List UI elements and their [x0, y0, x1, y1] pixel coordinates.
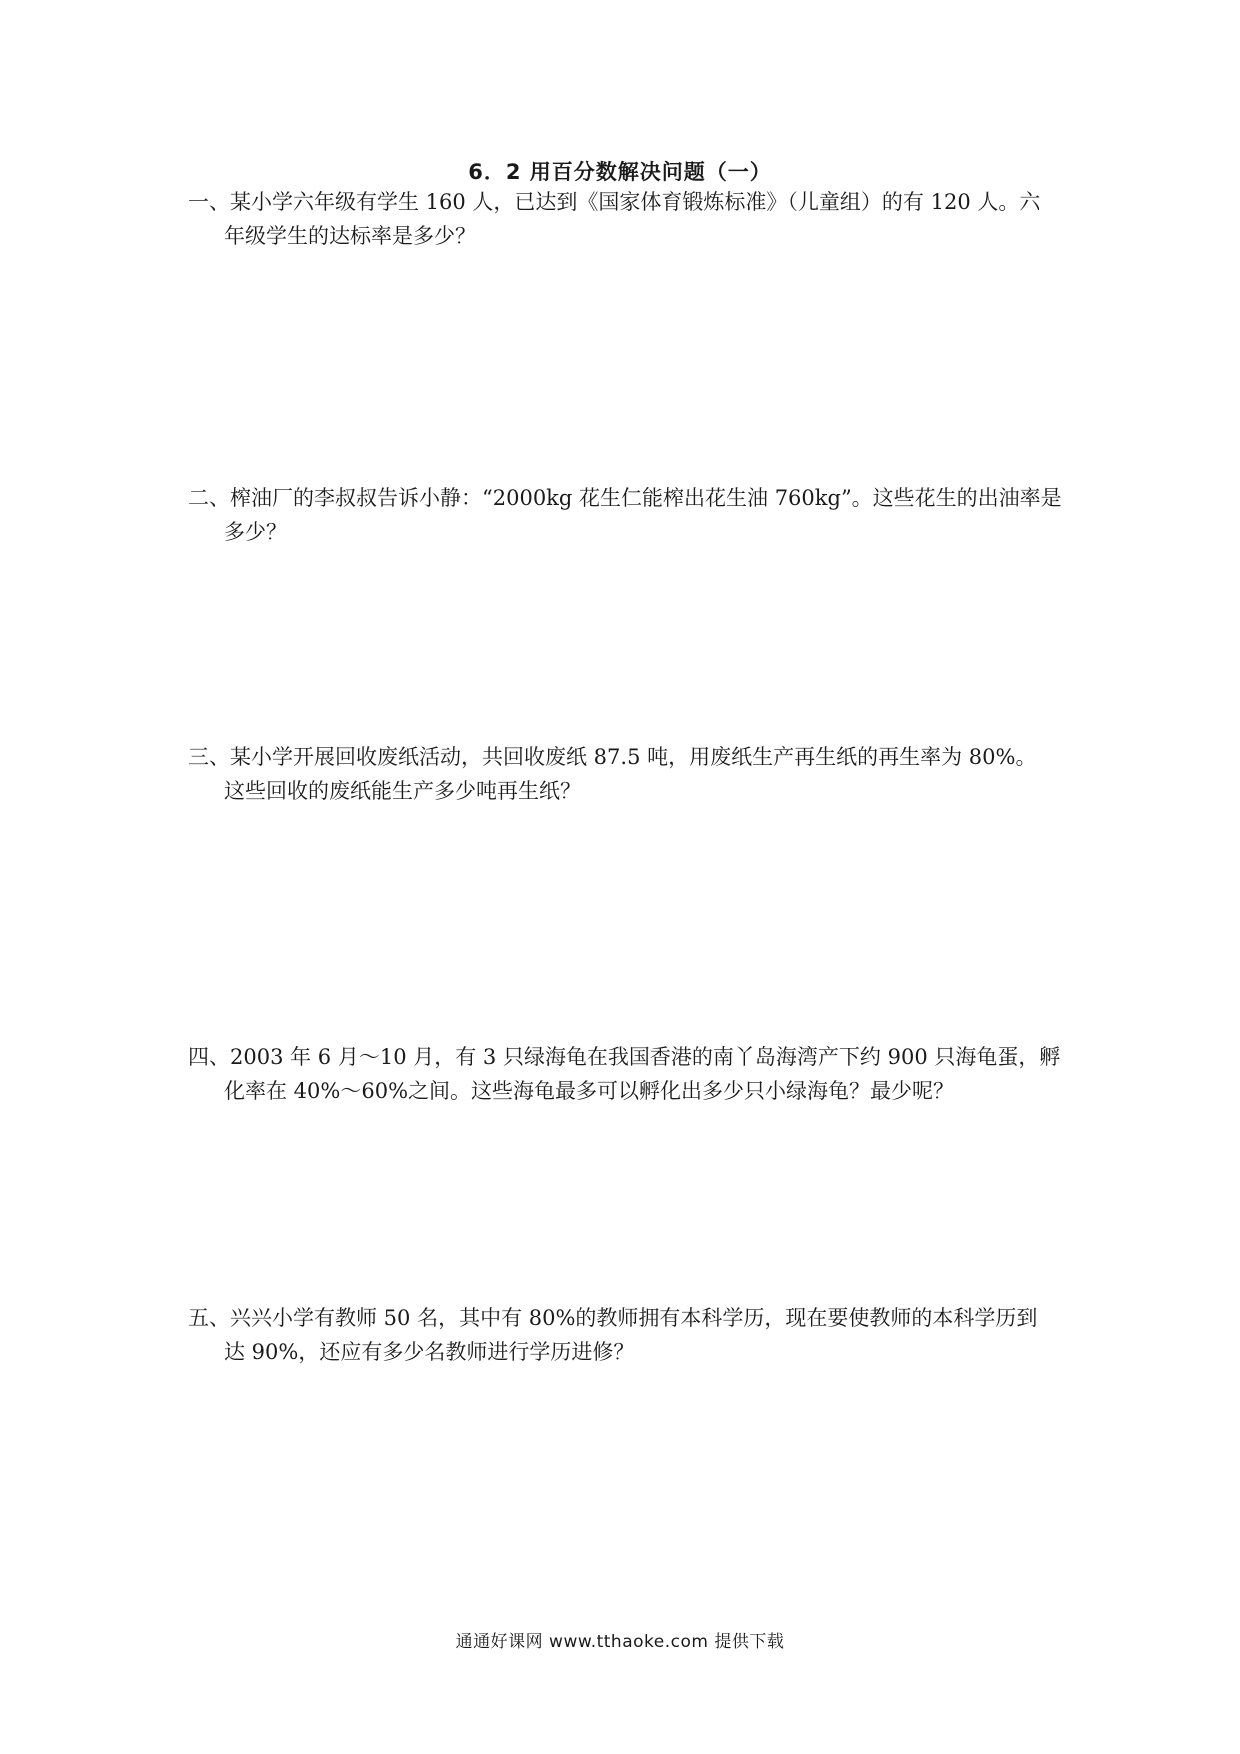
question-2 — [188, 481, 1068, 549]
question-3-line-2: 这些回收的废纸能生产多少吨再生纸？ — [224, 779, 581, 803]
question-4 — [188, 1040, 1068, 1108]
question-2-line-1: 二、榨油厂的李叔叔告诉小静：“2000kg 花生仁能榨出花生油 760kg”。这些花生的出油率是 — [188, 486, 1062, 510]
question-3-line-1: 三、某小学开展回收废纸活动，共回收废纸 87.5 吨，用废纸生产再生纸的再生率为 80%。 — [188, 745, 1037, 769]
question-3 — [188, 740, 1068, 808]
question-5 — [188, 1301, 1068, 1369]
question-1-line-2: 年级学生的达标率是多少？ — [224, 224, 476, 248]
question-5-line-2: 达 90%，还应有多少名教师进行学历进修？ — [224, 1340, 635, 1364]
question-4-line-1: 四、2003 年 6 月～10 月，有 3 只绿海龟在我国香港的南丫岛海湾产下约 900 只海龟蛋，孵 — [188, 1045, 1061, 1069]
question-1 — [188, 185, 1068, 253]
question-2-line-2: 多少？ — [224, 520, 287, 544]
footer-source-note: 通通好课网 www.tthaoke.com 提供下载 — [455, 1632, 785, 1652]
question-5-line-1: 五、兴兴小学有教师 50 名，其中有 80%的教师拥有本科学历，现在要使教师的本科学历到 — [188, 1306, 1038, 1330]
question-1-line-1: 一、某小学六年级有学生 160 人，已达到《国家体育锻炼标准》（儿童组）的有 120 人。六 — [188, 190, 1041, 214]
page-title: 6．2 用百分数解决问题（一） — [468, 160, 772, 184]
question-4-line-2: 化率在 40%～60%之间。这些海龟最多可以孵化出多少只小绿海龟？最少呢？ — [224, 1079, 955, 1103]
